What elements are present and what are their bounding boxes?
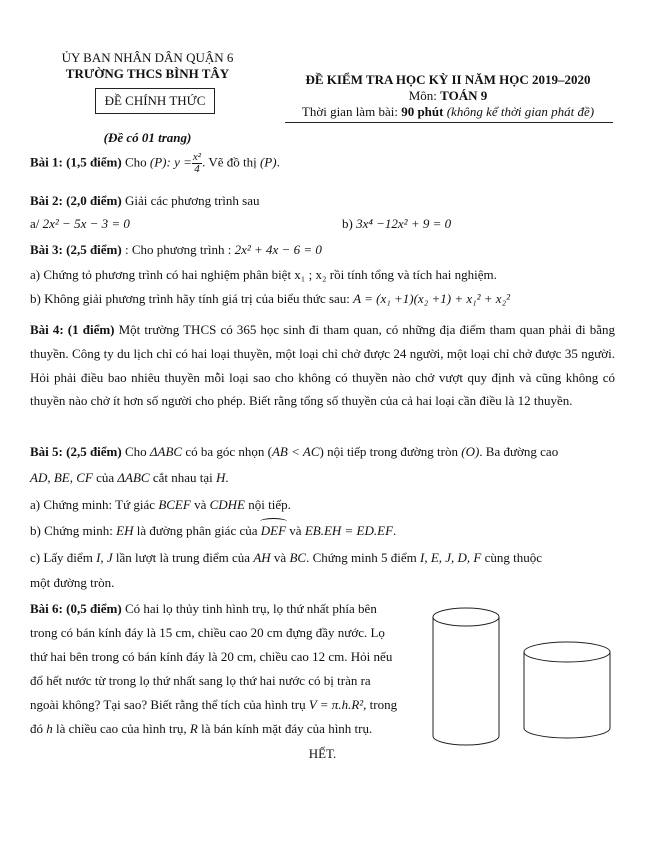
arc-def: DEF xyxy=(260,523,287,538)
cylinder-1-figure xyxy=(431,606,501,748)
problem-6-line2: trong có bán kính đáy là 15 cm, chiều cao 20 cm đựng đầy nước. Lọ xyxy=(30,625,385,640)
district-name: ỦY BAN NHÂN DÂN QUẬN 6 xyxy=(61,50,234,65)
problem-6-line5: ngoài không? Tại sao? Biết rằng thể tích của hình trụ V = π.h.R², trong xyxy=(30,697,398,712)
problem-5a: a) Chứng minh: Tứ giác BCEF và CDHE nội tiếp. xyxy=(30,497,291,512)
school-name: TRƯỜNG THCS BÌNH TÂY xyxy=(65,66,230,81)
problem-2a: a/ 2x² − 5x − 3 = 0 xyxy=(30,216,130,231)
problem-5: Bài 5: (2,5 điểm) Cho ΔABC có ba góc nhọn (AB < AC) nội tiếp trong đường tròn (O). Ba đường cao xyxy=(30,444,559,459)
pages-note: (Đề có 01 trang) xyxy=(103,130,192,145)
problem-5b: b) Chứng minh: EH là đường phân giác của DEF và EB.EH = ED.EF. xyxy=(30,523,397,538)
fraction-x2-over-4: $\frac{\text{x²}}{4}$ xyxy=(192,151,202,175)
problem-5-altitudes: AD, BE, CF của ΔABC cắt nhau tại H. xyxy=(30,470,229,485)
exam-title: ĐỀ KIỂM TRA HỌC KỲ II NĂM HỌC 2019–2020 xyxy=(305,72,591,87)
problem-5c-cont: một đường tròn. xyxy=(30,575,115,590)
header-underline xyxy=(285,122,613,123)
problem-6-line3: thứ hai bên trong có bán kính đáy là 20 cm, chiều cao 12 cm. Hỏi nếu xyxy=(30,649,393,664)
problem-3: Bài 3: (2,5 điểm) : Cho phương trình : 2x² + 4x − 6 = 0 xyxy=(30,242,322,257)
time-line: Thời gian làm bài: 90 phút (không kể thời gian phát đề) xyxy=(301,104,595,119)
problem-4: Bài 4: (1 điểm) Một trường THCS có 365 học sinh đi tham quan, có những địa điểm tham quan phải đi bằng thuyền. Công ty du lịch chỉ có hai loại thuyền, một loại chỉ chở được 24 người, một loại chỉ chở được 35 người. Hỏi phải điều bao nhiêu thuyền mỗi loại sao cho không có thuyền nào chở vượt quy định và cũng không có thuyền nào chở ít hơn số người cho phép. Biết rằng tổng số thuyền của cả hai loại cần điều là 12 thuyền. xyxy=(30,322,615,409)
official-badge: ĐỀ CHÍNH THỨC xyxy=(95,88,215,114)
cylinder-2-figure xyxy=(522,640,612,742)
problem-1: Bài 1: (1,5 điểm) Cho (P): y = $\frac{\text{x²}}{4}$ . Vẽ đồ thị (P). xyxy=(30,151,280,175)
problem-5c: c) Lấy điểm I, J lần lượt là trung điểm của AH và BC. Chứng minh 5 điểm I, E, J, D, F cùng thuộc xyxy=(30,550,543,565)
problem-2b: b) 3x⁴ −12x² + 9 = 0 xyxy=(342,216,452,231)
end-mark: HẾT. xyxy=(308,746,337,761)
problem-3a: a) Chứng tỏ phương trình có hai nghiệm phân biệt x₁ ; x₂ rồi tính tổng và tích hai nghiệm. xyxy=(30,267,497,282)
problem-2: Bài 2: (2,0 điểm) Giải các phương trình sau xyxy=(30,193,260,208)
problem-3b: b) Không giải phương trình hãy tính giá trị của biểu thức sau: A = (x₁ +1)(x₂ +1) + x₁² + x₂² xyxy=(30,291,510,306)
problem-6-line6: đó h là chiều cao của hình trụ, R là bán kính mặt đáy của hình trụ. xyxy=(30,721,373,736)
subject-line: Môn: TOÁN 9 xyxy=(408,88,488,103)
problem-6-line4: đổ hết nước từ trong lọ thứ nhất sang lọ thứ hai nước có bị tràn ra xyxy=(30,673,371,688)
problem-6-line1: Bài 6: (0,5 điểm) Có hai lọ thủy tinh hình trụ, lọ thứ nhất phía bên xyxy=(30,601,377,616)
